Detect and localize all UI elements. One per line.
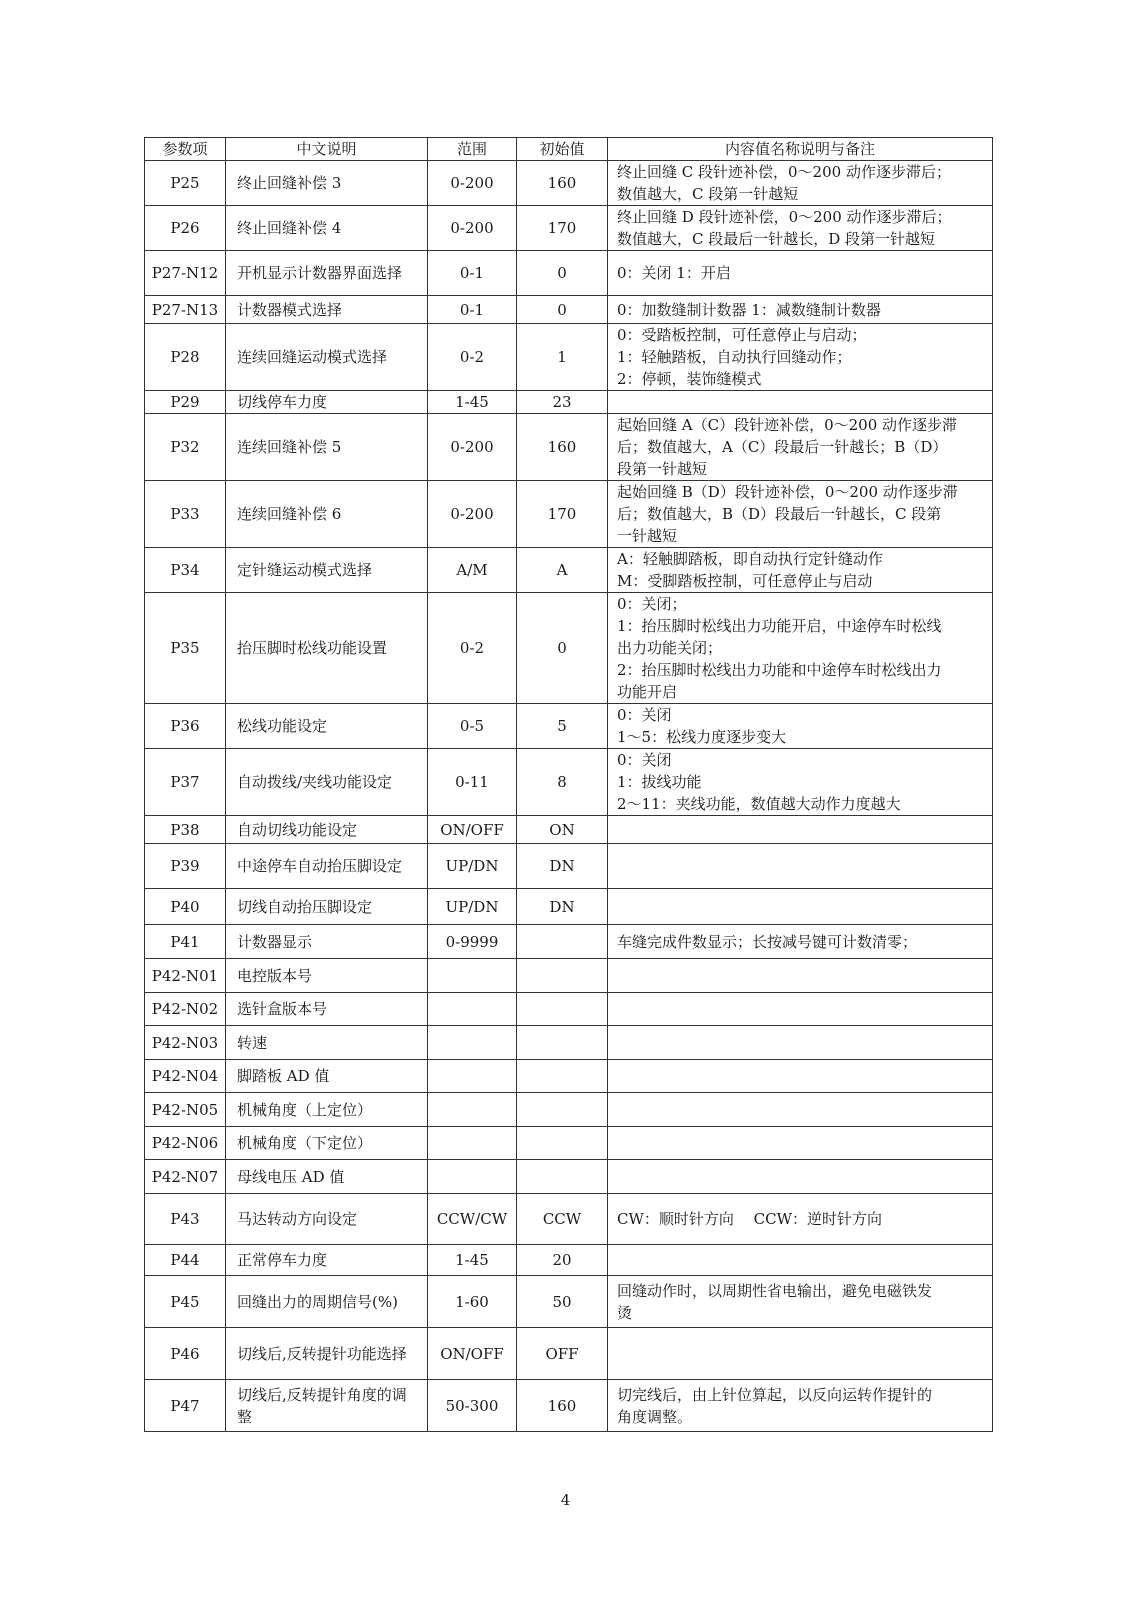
cell-param-id: P42-N04 bbox=[145, 1060, 226, 1093]
page-number: 4 bbox=[560, 1491, 571, 1509]
note-line: 出力功能关闭； bbox=[617, 639, 723, 657]
cell-range: UP/DN bbox=[428, 889, 517, 925]
cell-notes bbox=[608, 481, 993, 548]
note-line: 终止回缝 C 段针迹补偿，0～200 动作逐步滞后； bbox=[617, 163, 951, 181]
cell-initial-value bbox=[517, 959, 608, 993]
cell-param-id: P42-N06 bbox=[145, 1127, 226, 1160]
table-row bbox=[145, 925, 993, 959]
cell-description: 机械角度（上定位） bbox=[226, 1093, 428, 1127]
note-line: 2～11：夹线功能，数值越大动作力度越大 bbox=[617, 795, 901, 813]
table-row bbox=[145, 296, 993, 324]
cell-range bbox=[428, 1093, 517, 1127]
cell-range bbox=[428, 1127, 517, 1160]
cell-notes bbox=[608, 1380, 993, 1432]
cell-initial-value bbox=[517, 993, 608, 1026]
cell-range: 0-200 bbox=[428, 414, 517, 481]
note-line: 后；数值越大，A（C）段最后一针越长；B（D） bbox=[617, 438, 948, 456]
note-line: CW：顺时针方向 CCW：逆时针方向 bbox=[617, 1210, 883, 1228]
cell-description: 松线功能设定 bbox=[226, 704, 428, 749]
note-line: 功能开启 bbox=[617, 683, 678, 701]
note-line: 段第一针越短 bbox=[617, 460, 708, 478]
cell-param-id: P47 bbox=[145, 1380, 226, 1432]
cell-param-id: P42-N02 bbox=[145, 993, 226, 1026]
note-line: 0：受踏板控制，可任意停止与启动； bbox=[617, 326, 867, 344]
cell-notes bbox=[608, 324, 993, 391]
table-row bbox=[145, 816, 993, 844]
cell-initial-value: DN bbox=[517, 889, 608, 925]
header-description: 中文说明 bbox=[226, 138, 428, 161]
cell-description: 选针盒版本号 bbox=[226, 993, 428, 1026]
cell-initial-value bbox=[517, 1026, 608, 1060]
note-line: 0：关闭 bbox=[617, 706, 672, 724]
cell-param-id: P38 bbox=[145, 816, 226, 844]
header-param-id: 参数项 bbox=[145, 138, 226, 161]
table-row bbox=[145, 414, 993, 481]
cell-range: CCW/CW bbox=[428, 1194, 517, 1245]
table-row bbox=[145, 1093, 993, 1127]
cell-initial-value: 0 bbox=[517, 593, 608, 704]
parameter-table bbox=[144, 137, 993, 1432]
cell-description: 终止回缝补偿 3 bbox=[226, 161, 428, 206]
cell-range: UP/DN bbox=[428, 844, 517, 889]
cell-initial-value: 160 bbox=[517, 161, 608, 206]
note-line: 后；数值越大，B（D）段最后一针越长，C 段第 bbox=[617, 505, 942, 523]
header-range: 范围 bbox=[428, 138, 517, 161]
cell-range: 0-9999 bbox=[428, 925, 517, 959]
cell-description: 电控版本号 bbox=[226, 959, 428, 993]
note-line: 终止回缝 D 段针迹补偿，0～200 动作逐步滞后； bbox=[617, 208, 952, 226]
table-row bbox=[145, 593, 993, 704]
cell-description: 自动切线功能设定 bbox=[226, 816, 428, 844]
cell-description: 连续回缝补偿 5 bbox=[226, 414, 428, 481]
cell-range: ON/OFF bbox=[428, 1328, 517, 1380]
cell-range: ON/OFF bbox=[428, 816, 517, 844]
cell-range bbox=[428, 1026, 517, 1060]
cell-initial-value: DN bbox=[517, 844, 608, 889]
cell-notes bbox=[608, 1276, 993, 1328]
note-line: 切完线后，由上针位算起，以反向运转作提针的 bbox=[617, 1385, 933, 1404]
cell-description: 切线后,反转提针角度的调整 bbox=[226, 1380, 428, 1432]
cell-param-id: P27-N13 bbox=[145, 296, 226, 324]
cell-param-id: P42-N05 bbox=[145, 1093, 226, 1127]
cell-notes bbox=[608, 251, 993, 296]
cell-range: 1-45 bbox=[428, 1245, 517, 1276]
cell-description: 机械角度（下定位） bbox=[226, 1127, 428, 1160]
header-notes: 内容值名称说明与备注 bbox=[608, 138, 993, 161]
note-line: 1：拔线功能 bbox=[617, 773, 702, 791]
cell-param-id: P33 bbox=[145, 481, 226, 548]
cell-initial-value: A bbox=[517, 548, 608, 593]
cell-initial-value: 0 bbox=[517, 251, 608, 296]
table-row bbox=[145, 1380, 993, 1432]
cell-notes bbox=[608, 1127, 993, 1160]
note-line: 1：轻触踏板，自动执行回缝动作； bbox=[617, 348, 852, 366]
cell-param-id: P46 bbox=[145, 1328, 226, 1380]
note-line: 2：停顿，装饰缝模式 bbox=[617, 370, 762, 388]
table-row bbox=[145, 391, 993, 414]
cell-notes bbox=[608, 1093, 993, 1127]
cell-notes bbox=[608, 548, 993, 593]
cell-initial-value bbox=[517, 1160, 608, 1194]
cell-initial-value: 0 bbox=[517, 296, 608, 324]
cell-description: 定针缝运动模式选择 bbox=[226, 548, 428, 593]
cell-description: 计数器显示 bbox=[226, 925, 428, 959]
cell-range: 0-200 bbox=[428, 481, 517, 548]
table-row bbox=[145, 993, 993, 1026]
cell-initial-value: 23 bbox=[517, 391, 608, 414]
table-row bbox=[145, 844, 993, 889]
cell-notes bbox=[608, 925, 993, 959]
table-row bbox=[145, 1276, 993, 1328]
cell-initial-value: OFF bbox=[517, 1328, 608, 1380]
header-initial-value: 初始值 bbox=[517, 138, 608, 161]
cell-range bbox=[428, 1160, 517, 1194]
cell-param-id: P36 bbox=[145, 704, 226, 749]
cell-description: 切线停车力度 bbox=[226, 391, 428, 414]
cell-param-id: P28 bbox=[145, 324, 226, 391]
note-line: 1～5：松线力度逐步变大 bbox=[617, 728, 787, 746]
cell-param-id: P39 bbox=[145, 844, 226, 889]
cell-param-id: P32 bbox=[145, 414, 226, 481]
cell-description: 脚踏板 AD 值 bbox=[226, 1060, 428, 1093]
cell-initial-value: 160 bbox=[517, 1380, 608, 1432]
note-line: 0：加数缝制计数器 1：减数缝制计数器 bbox=[617, 300, 881, 319]
cell-range: 0-1 bbox=[428, 251, 517, 296]
cell-description: 中途停车自动抬压脚设定 bbox=[226, 844, 428, 889]
cell-range: 0-200 bbox=[428, 161, 517, 206]
table-row bbox=[145, 959, 993, 993]
cell-notes bbox=[608, 749, 993, 816]
table-row bbox=[145, 324, 993, 391]
note-line: 数值越大，C 段第一针越短 bbox=[617, 185, 799, 203]
cell-notes bbox=[608, 161, 993, 206]
table-row bbox=[145, 749, 993, 816]
cell-param-id: P26 bbox=[145, 206, 226, 251]
note-line: 角度调整。 bbox=[617, 1407, 693, 1426]
cell-initial-value: 170 bbox=[517, 206, 608, 251]
cell-description: 终止回缝补偿 4 bbox=[226, 206, 428, 251]
note-line: 起始回缝 A（C）段针迹补偿，0～200 动作逐步滞 bbox=[617, 416, 958, 434]
cell-param-id: P27-N12 bbox=[145, 251, 226, 296]
cell-param-id: P42-N01 bbox=[145, 959, 226, 993]
cell-range: 0-2 bbox=[428, 324, 517, 391]
cell-notes bbox=[608, 206, 993, 251]
cell-param-id: P42-N03 bbox=[145, 1026, 226, 1060]
cell-initial-value bbox=[517, 1127, 608, 1160]
cell-range: 1-45 bbox=[428, 391, 517, 414]
cell-description: 正常停车力度 bbox=[226, 1245, 428, 1276]
cell-range: 50-300 bbox=[428, 1380, 517, 1432]
cell-range: A/M bbox=[428, 548, 517, 593]
cell-range bbox=[428, 959, 517, 993]
cell-range bbox=[428, 993, 517, 1026]
cell-initial-value: 50 bbox=[517, 1276, 608, 1328]
note-line: 1：抬压脚时松线出力功能开启，中途停车时松线 bbox=[617, 617, 942, 635]
table-row bbox=[145, 1127, 993, 1160]
note-line: 0：关闭 bbox=[617, 751, 672, 769]
table-row bbox=[145, 1245, 993, 1276]
cell-description: 转速 bbox=[226, 1026, 428, 1060]
note-line: 2：抬压脚时松线出力功能和中途停车时松线出力 bbox=[617, 661, 942, 679]
table-row bbox=[145, 1328, 993, 1380]
cell-param-id: P45 bbox=[145, 1276, 226, 1328]
note-line: A：轻触脚踏板，即自动执行定针缝动作 bbox=[617, 550, 883, 568]
table-row bbox=[145, 206, 993, 251]
cell-param-id: P43 bbox=[145, 1194, 226, 1245]
note-line: 起始回缝 B（D）段针迹补偿，0～200 动作逐步滞 bbox=[617, 483, 958, 501]
cell-range: 1-60 bbox=[428, 1276, 517, 1328]
cell-notes bbox=[608, 1160, 993, 1194]
cell-range bbox=[428, 1060, 517, 1093]
cell-description: 马达转动方向设定 bbox=[226, 1194, 428, 1245]
cell-description: 母线电压 AD 值 bbox=[226, 1160, 428, 1194]
cell-initial-value: 8 bbox=[517, 749, 608, 816]
cell-description: 抬压脚时松线功能设置 bbox=[226, 593, 428, 704]
table-row bbox=[145, 481, 993, 548]
table-row bbox=[145, 704, 993, 749]
cell-description: 连续回缝运动模式选择 bbox=[226, 324, 428, 391]
cell-description: 回缝出力的周期信号(%) bbox=[226, 1276, 428, 1328]
cell-initial-value: 170 bbox=[517, 481, 608, 548]
cell-notes bbox=[608, 296, 993, 324]
cell-description: 切线后,反转提针功能选择 bbox=[226, 1328, 428, 1380]
table-row bbox=[145, 548, 993, 593]
note-line: 数值越大，C 段最后一针越长，D 段第一针越短 bbox=[617, 230, 936, 248]
cell-initial-value bbox=[517, 925, 608, 959]
table-row bbox=[145, 1026, 993, 1060]
cell-description: 连续回缝补偿 6 bbox=[226, 481, 428, 548]
cell-param-id: P40 bbox=[145, 889, 226, 925]
cell-notes bbox=[608, 391, 993, 414]
cell-range: 0-200 bbox=[428, 206, 517, 251]
cell-param-id: P29 bbox=[145, 391, 226, 414]
cell-description: 自动拨线/夹线功能设定 bbox=[226, 749, 428, 816]
cell-range: 0-5 bbox=[428, 704, 517, 749]
note-line: 0：关闭 1：开启 bbox=[617, 264, 731, 282]
cell-notes bbox=[608, 993, 993, 1026]
cell-param-id: P34 bbox=[145, 548, 226, 593]
cell-notes bbox=[608, 1328, 993, 1380]
cell-param-id: P37 bbox=[145, 749, 226, 816]
note-line: M：受脚踏板控制，可任意停止与启动 bbox=[617, 572, 873, 590]
cell-notes bbox=[608, 1026, 993, 1060]
note-line: 回缝动作时，以周期性省电输出，避免电磁铁发 bbox=[617, 1281, 933, 1300]
cell-notes bbox=[608, 1245, 993, 1276]
cell-notes bbox=[608, 959, 993, 993]
table-row bbox=[145, 1060, 993, 1093]
cell-notes bbox=[608, 414, 993, 481]
table-row bbox=[145, 889, 993, 925]
cell-initial-value: 1 bbox=[517, 324, 608, 391]
cell-description: 开机显示计数器界面选择 bbox=[226, 251, 428, 296]
cell-initial-value: 5 bbox=[517, 704, 608, 749]
cell-initial-value: ON bbox=[517, 816, 608, 844]
table-row bbox=[145, 1160, 993, 1194]
cell-initial-value: 20 bbox=[517, 1245, 608, 1276]
table-row bbox=[145, 161, 993, 206]
note-line: 0：关闭； bbox=[617, 595, 687, 613]
cell-notes bbox=[608, 1060, 993, 1093]
cell-param-id: P25 bbox=[145, 161, 226, 206]
note-line: 车缝完成件数显示；长按减号键可计数清零； bbox=[617, 932, 918, 951]
cell-description: 切线自动抬压脚设定 bbox=[226, 889, 428, 925]
note-line: 一针越短 bbox=[617, 527, 678, 545]
cell-notes bbox=[608, 704, 993, 749]
cell-range: 0-11 bbox=[428, 749, 517, 816]
cell-initial-value: CCW bbox=[517, 1194, 608, 1245]
note-line: 烫 bbox=[617, 1303, 633, 1322]
cell-param-id: P35 bbox=[145, 593, 226, 704]
cell-param-id: P41 bbox=[145, 925, 226, 959]
cell-param-id: P44 bbox=[145, 1245, 226, 1276]
table-row bbox=[145, 1194, 993, 1245]
table-header-row bbox=[145, 138, 993, 161]
cell-param-id: P42-N07 bbox=[145, 1160, 226, 1194]
cell-description: 计数器模式选择 bbox=[226, 296, 428, 324]
cell-range: 0-1 bbox=[428, 296, 517, 324]
cell-notes bbox=[608, 889, 993, 925]
table-body bbox=[145, 161, 993, 1432]
cell-initial-value bbox=[517, 1093, 608, 1127]
cell-initial-value: 160 bbox=[517, 414, 608, 481]
cell-notes bbox=[608, 844, 993, 889]
cell-notes bbox=[608, 816, 993, 844]
cell-range: 0-2 bbox=[428, 593, 517, 704]
table-row bbox=[145, 251, 993, 296]
cell-notes bbox=[608, 1194, 993, 1245]
cell-initial-value bbox=[517, 1060, 608, 1093]
cell-notes bbox=[608, 593, 993, 704]
